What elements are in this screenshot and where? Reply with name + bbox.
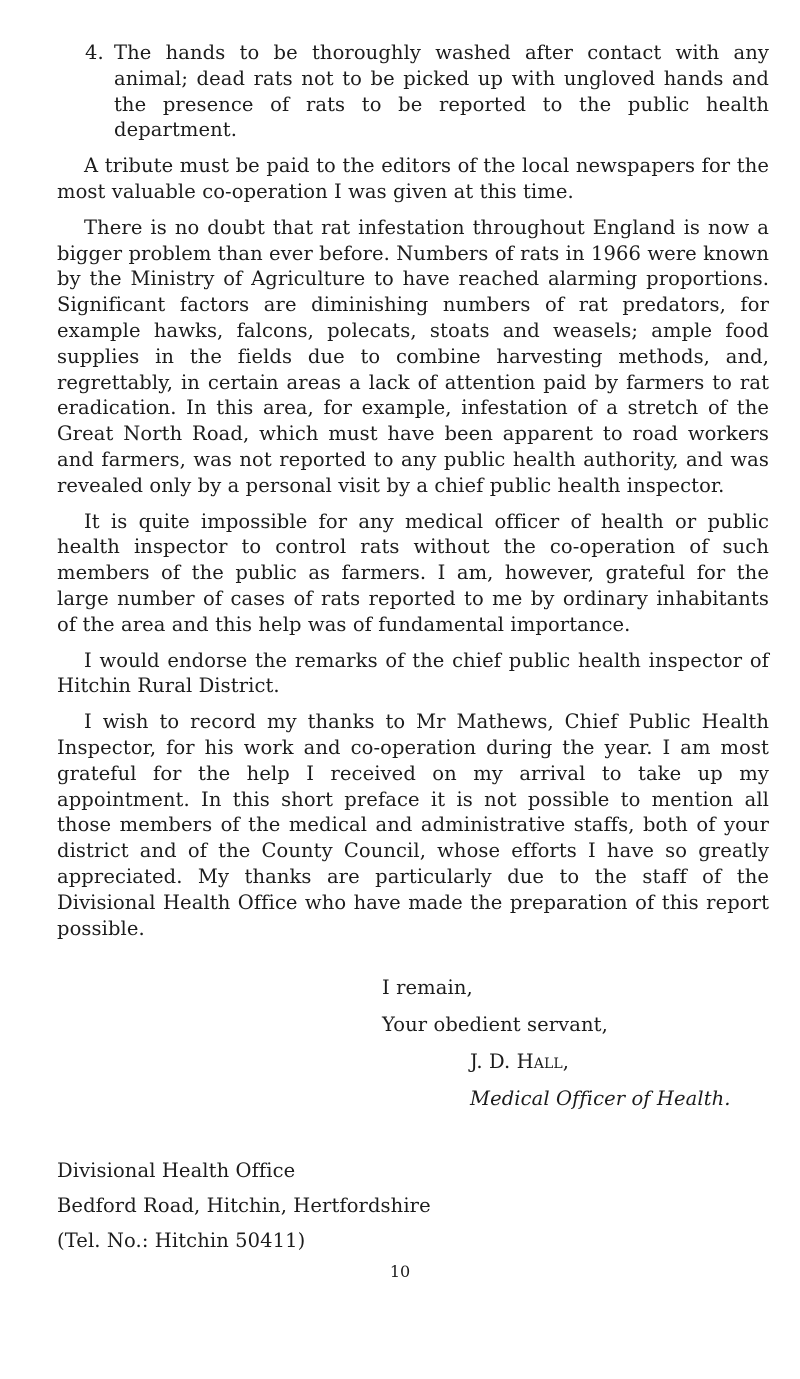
- item-text: The hands to be thoroughly washed after contact with any animal; dead rats not to be picked up with ungloved hands and the presence of rats to be reported to the public health department.: [114, 41, 769, 142]
- signature-name: J. D. Hall,: [470, 1050, 570, 1074]
- page-number: 10: [389, 1262, 411, 1281]
- signature-title: Medical Officer of Health.: [470, 1087, 731, 1111]
- paragraph-rat-infestation: There is no doubt that rat infestation throughout England is now a bigger problem than ever before. Numbers of rats in 1966 were known by the Ministry of Agriculture to have reached alarming proportions. Significant factors are diminishing numbers of rat predators, for example hawks, falcons, polecats, stoats and weasels; ample food supplies in the fields due to combine harvesting methods, and, regrettably, in certain areas a lack of attention paid by farmers to rat eradication. In this area, for example, infestation of a stretch of the Great North Road, which must have been apparent to road workers and farmers, was not reported to any public health authority, and was revealed only by a personal visit by a chief public health inspector.: [57, 215, 769, 497]
- address-line-1: Divisional Health Office: [57, 1159, 296, 1183]
- paragraph-endorse: I would endorse the remarks of the chief public health inspector of Hitchin Rural District.: [57, 648, 769, 698]
- item-number: 4.: [85, 41, 104, 64]
- paragraph-co-operation: It is quite impossible for any medical officer of health or public health inspector to control rats without the co-operation of such members of the public as farmers. I am, however, grateful for the large number of cases of rats reported to me by ordinary inhabitants of the area and this help was of fundamental importance.: [57, 509, 769, 636]
- address-line-2: Bedford Road, Hitchin, Hertfordshire: [57, 1194, 431, 1218]
- paragraph-thanks: I wish to record my thanks to Mr Mathews, Chief Public Health Inspector, for his work and co-operation during the year. I am most grateful for the help I received on my arrival to take up my appointment. In this short preface it is not possible to mention all those members of the medical and administrative staffs, both of your district and of the County Council, whose efforts I have so greatly appreciated. My thanks are particularly due to the staff of the Divisional Health Office who have made the preparation of this report possible.: [57, 710, 769, 940]
- closing-servant: Your obedient servant,: [382, 1013, 608, 1037]
- closing-block: [57, 969, 769, 1117]
- address-block: [57, 1153, 769, 1258]
- numbered-item: [57, 40, 769, 143]
- paragraph-tribute: A tribute must be paid to the editors of the local newspapers for the most valuable co-operation I was given at this time.: [57, 154, 769, 203]
- document-page: [57, 40, 769, 1258]
- closing-remain: I remain,: [382, 976, 473, 1000]
- address-line-3: (Tel. No.: Hitchin 50411): [57, 1229, 306, 1253]
